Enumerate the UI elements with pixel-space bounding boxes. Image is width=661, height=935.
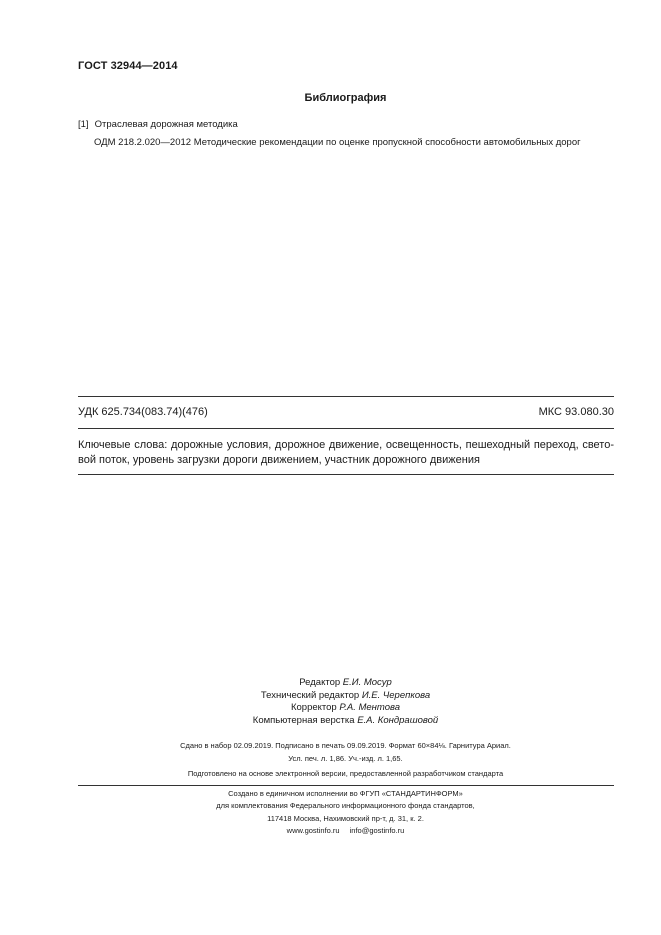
divider-bottom	[78, 474, 614, 475]
reference-number: [1]	[78, 119, 89, 130]
corrector-name: Р.А. Ментова	[339, 702, 401, 713]
credits-block	[0, 677, 661, 727]
publisher-contacts	[30, 825, 661, 837]
udk-code: УДК 625.734(083.74)(476)	[78, 406, 208, 418]
bibliography-entry	[78, 118, 238, 132]
print-info-line2: Усл. печ. л. 1,86. Уч.-изд. л. 1,65.	[288, 753, 403, 763]
credit-editor	[30, 677, 661, 690]
credit-tech-editor	[30, 690, 661, 703]
layout-label: Компьютерная верстка	[252, 714, 355, 726]
reference-detail: ОДМ 218.2.020—2012 Методические рекомендации по оценке пропускной способности автомобильных дорог	[94, 137, 581, 148]
divider-middle	[78, 428, 614, 429]
tech-editor-label: Технический редактор	[260, 689, 360, 701]
print-info	[0, 740, 661, 765]
credit-corrector	[30, 702, 661, 715]
credit-layout	[30, 715, 661, 728]
address-block	[0, 813, 661, 837]
print-info-line1: Сдано в набор 02.09.2019. Подписано в печать 09.09.2019. Формат 60×84⅛. Гарнитура Ариал.	[180, 741, 511, 750]
publisher-line2: для комплектования Федерального информационного фонда стандартов,	[216, 800, 475, 810]
bibliography-title: Библиография	[304, 92, 387, 104]
corrector-label: Корректор	[290, 702, 337, 713]
divider-publisher	[78, 785, 614, 786]
keywords: Ключевые слова: дорожные условия, дорожное движение, освещенность, пешеходный переход, свето-вой поток, уровень загрузки дороги движением, участник дорожного движения	[78, 439, 614, 466]
email-link[interactable]: info@gostinfo.ru	[349, 826, 405, 835]
editor-label: Редактор	[299, 677, 341, 688]
tech-editor-name: И.Е. Черепкова	[361, 689, 431, 701]
layout-name: Е.А. Кондрашовой	[357, 714, 439, 726]
divider-top	[78, 396, 614, 397]
prepared-note: Подготовлено на основе электронной версии, предоставленной разработчиком стандарта	[187, 769, 504, 778]
standard-code: ГОСТ 32944—2014	[78, 60, 178, 72]
mks-code: МКС 93.080.30	[538, 406, 614, 418]
publisher-line1: Создано в единичном исполнении во ФГУП «СТАНДАРТИНФОРМ»	[228, 789, 463, 798]
reference-name: Отраслевая дорожная методика	[94, 119, 238, 130]
publisher-address: 117418 Москва, Нахимовский пр-т, д. 31, к. 2.	[267, 814, 424, 823]
website-link[interactable]: www.gostinfo.ru	[286, 826, 340, 835]
publisher-block	[0, 788, 661, 811]
editor-name: Е.И. Мосур	[342, 677, 392, 688]
